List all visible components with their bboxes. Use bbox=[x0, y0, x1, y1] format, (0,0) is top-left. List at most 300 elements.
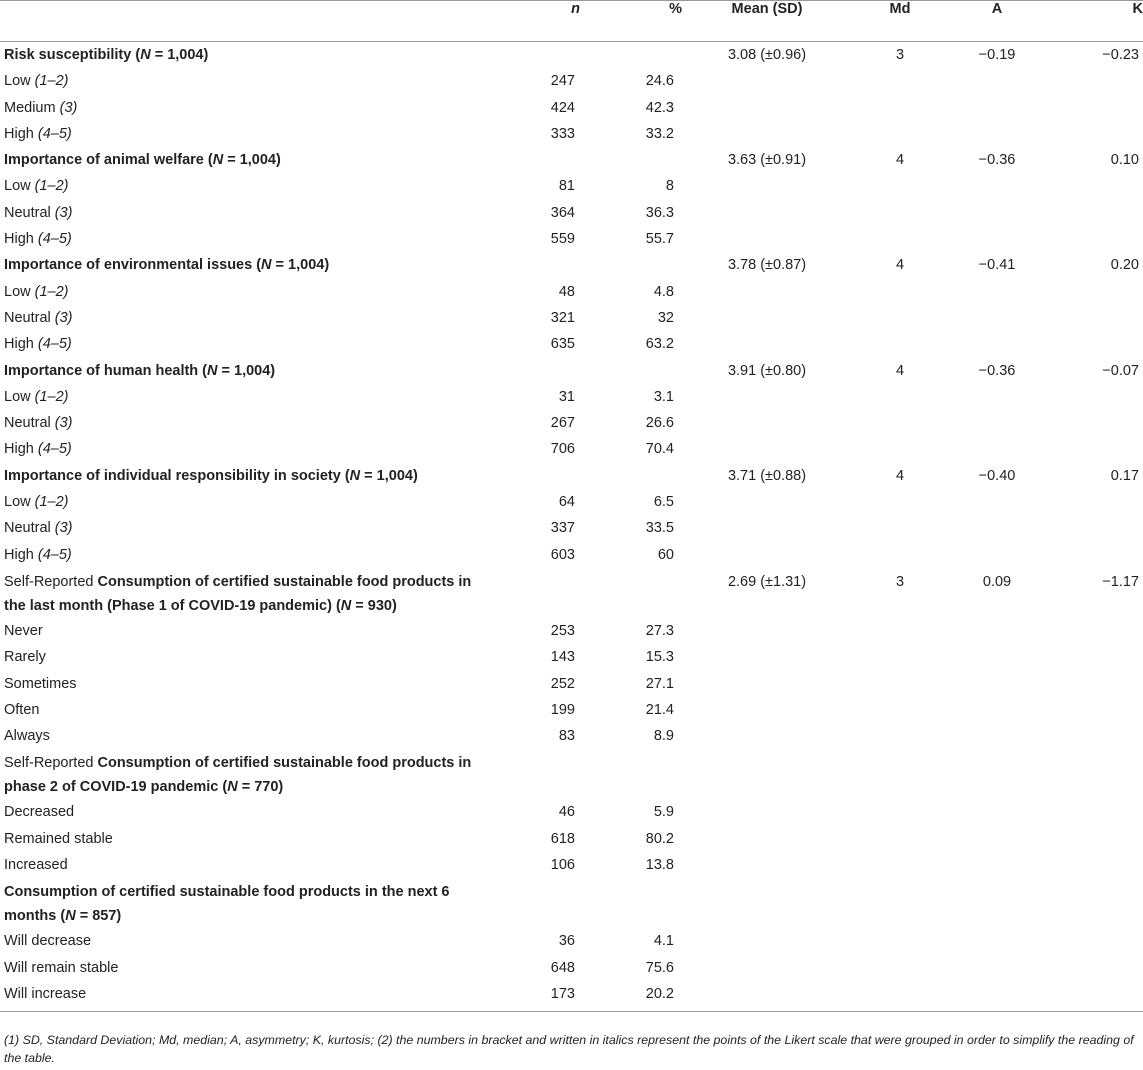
row-percent: 20.2 bbox=[580, 981, 682, 1012]
row-empty-cell bbox=[1046, 928, 1143, 954]
header-a: A bbox=[948, 1, 1046, 42]
section-title bbox=[0, 749, 494, 799]
section-row bbox=[0, 749, 1143, 799]
row-label-text: Rarely bbox=[4, 649, 46, 666]
row-empty-cell bbox=[682, 384, 852, 410]
section-median: 3 bbox=[895, 573, 905, 590]
table-row bbox=[0, 852, 1143, 878]
row-empty-cell bbox=[682, 279, 852, 305]
row-empty-cell bbox=[852, 226, 948, 252]
row-empty-cell bbox=[682, 671, 852, 697]
section-title bbox=[0, 147, 494, 173]
row-empty-cell bbox=[682, 644, 852, 670]
row-empty-cell bbox=[682, 121, 852, 147]
section-title-bold: Risk susceptibility ( bbox=[4, 47, 141, 63]
row-label-text: Decreased bbox=[4, 804, 75, 821]
row-n: 31 bbox=[558, 388, 575, 405]
row-empty-cell bbox=[852, 799, 948, 825]
row-n: 364 bbox=[550, 204, 575, 221]
row-empty-cell bbox=[852, 173, 948, 199]
row-percent: 36.3 bbox=[645, 204, 674, 221]
section-title-prefix: Self-Reported bbox=[4, 755, 98, 772]
row-empty-cell bbox=[852, 384, 948, 410]
row-label bbox=[0, 697, 494, 723]
table-row bbox=[0, 305, 1143, 331]
table-row bbox=[0, 826, 1143, 852]
row-label-text: Always bbox=[4, 728, 50, 745]
row-empty-cell bbox=[948, 173, 1046, 199]
row-label-text: Will increase bbox=[4, 985, 87, 1002]
row-label bbox=[0, 384, 494, 410]
row-empty-cell bbox=[682, 489, 852, 515]
section-title-n: N bbox=[65, 908, 76, 925]
row-empty-cell bbox=[1046, 515, 1143, 541]
row-label bbox=[0, 644, 494, 670]
section-title-count: = 770) bbox=[237, 779, 284, 796]
table-body bbox=[0, 42, 1143, 1012]
row-empty-cell bbox=[1046, 723, 1143, 749]
row-likert-scale: (1–2) bbox=[34, 283, 69, 300]
row-likert-scale: (1–2) bbox=[34, 494, 69, 511]
section-title-bold: Consumption of certified sustainable food products in the last month (Phase 1 of COVID-19 pandemic) ( bbox=[4, 573, 472, 614]
row-n: 81 bbox=[558, 178, 575, 195]
row-empty-cell bbox=[1046, 981, 1143, 1012]
section-median: 4 bbox=[895, 362, 905, 379]
row-likert-scale: (4–5) bbox=[37, 231, 72, 248]
row-likert-scale: (3) bbox=[54, 415, 73, 432]
section-mean-sd bbox=[682, 749, 852, 799]
section-mean-sd: 2.69 (±1.31) bbox=[727, 573, 807, 590]
row-empty-cell bbox=[682, 799, 852, 825]
row-n: 706 bbox=[550, 441, 575, 458]
row-empty-cell bbox=[852, 489, 948, 515]
section-title-n: N bbox=[227, 779, 238, 796]
row-empty-cell bbox=[1046, 121, 1143, 147]
row-percent: 33.2 bbox=[645, 125, 674, 142]
section-pct-empty bbox=[580, 878, 682, 928]
section-title-count: = 1,004) bbox=[150, 47, 209, 63]
section-pct-empty bbox=[580, 147, 682, 173]
row-empty-cell bbox=[948, 799, 1046, 825]
section-mean-sd: 3.63 (±0.91) bbox=[727, 152, 807, 169]
row-likert-scale: (4–5) bbox=[37, 125, 72, 142]
section-title-n: N bbox=[212, 152, 224, 169]
table-row bbox=[0, 697, 1143, 723]
row-empty-cell bbox=[948, 542, 1046, 568]
row-empty-cell bbox=[1046, 226, 1143, 252]
row-empty-cell bbox=[948, 723, 1046, 749]
section-pct-empty bbox=[580, 463, 682, 489]
section-kurtosis: 0.10 bbox=[1110, 152, 1139, 169]
row-label bbox=[0, 799, 494, 825]
row-empty-cell bbox=[1046, 200, 1143, 226]
row-empty-cell bbox=[948, 955, 1046, 981]
section-title-bold: Consumption of certified sustainable food products in the next 6 months ( bbox=[4, 884, 450, 925]
section-n-empty bbox=[494, 749, 580, 799]
row-empty-cell bbox=[852, 279, 948, 305]
section-asymmetry: −0.36 bbox=[978, 152, 1016, 169]
row-label bbox=[0, 955, 494, 981]
row-label bbox=[0, 515, 494, 541]
section-kurtosis: −0.23 bbox=[1102, 47, 1139, 63]
row-likert-scale: (3) bbox=[54, 309, 73, 326]
row-label bbox=[0, 852, 494, 878]
section-pct-empty bbox=[580, 568, 682, 618]
row-empty-cell bbox=[948, 436, 1046, 462]
row-empty-cell bbox=[1046, 384, 1143, 410]
row-empty-cell bbox=[682, 981, 852, 1012]
row-empty-cell bbox=[948, 618, 1046, 644]
row-n: 424 bbox=[550, 99, 575, 116]
row-percent: 32 bbox=[657, 309, 674, 326]
row-percent: 42.3 bbox=[645, 99, 674, 116]
row-empty-cell bbox=[682, 305, 852, 331]
section-row bbox=[0, 42, 1143, 69]
table-row bbox=[0, 95, 1143, 121]
row-empty-cell bbox=[948, 697, 1046, 723]
row-n: 83 bbox=[558, 728, 575, 745]
header-percent: % bbox=[580, 1, 682, 42]
row-empty-cell bbox=[948, 928, 1046, 954]
row-empty-cell bbox=[948, 68, 1046, 94]
row-n: 173 bbox=[494, 981, 580, 1012]
row-empty-cell bbox=[852, 671, 948, 697]
row-likert-scale: (4–5) bbox=[37, 441, 72, 458]
row-percent: 55.7 bbox=[645, 231, 674, 248]
section-n-empty bbox=[494, 568, 580, 618]
row-n: 48 bbox=[558, 283, 575, 300]
row-empty-cell bbox=[1046, 618, 1143, 644]
row-empty-cell bbox=[1046, 489, 1143, 515]
section-median bbox=[852, 749, 948, 799]
row-empty-cell bbox=[682, 723, 852, 749]
section-row bbox=[0, 463, 1143, 489]
row-percent: 27.1 bbox=[645, 675, 674, 692]
row-empty-cell bbox=[1046, 279, 1143, 305]
row-empty-cell bbox=[682, 410, 852, 436]
header-md: Md bbox=[852, 1, 948, 42]
row-label-text: Neutral bbox=[4, 204, 55, 221]
row-empty-cell bbox=[948, 644, 1046, 670]
table-header bbox=[0, 1, 1143, 42]
row-empty-cell bbox=[682, 928, 852, 954]
row-empty-cell bbox=[1046, 68, 1143, 94]
section-kurtosis: −1.17 bbox=[1102, 573, 1139, 590]
row-empty-cell bbox=[682, 955, 852, 981]
section-title-bold: Consumption of certified sustainable food products in phase 2 of COVID-19 pandemic ( bbox=[4, 755, 472, 796]
section-n-empty bbox=[494, 42, 580, 69]
section-asymmetry: 0.09 bbox=[982, 573, 1012, 590]
row-percent: 4.1 bbox=[653, 933, 674, 950]
row-label-text: Never bbox=[4, 622, 43, 639]
row-label bbox=[0, 542, 494, 568]
header-n: n bbox=[494, 1, 580, 42]
row-n: 648 bbox=[550, 959, 575, 976]
row-empty-cell bbox=[682, 515, 852, 541]
row-label bbox=[0, 671, 494, 697]
row-empty-cell bbox=[852, 410, 948, 436]
row-label-text: High bbox=[4, 336, 38, 353]
row-percent: 4.8 bbox=[653, 283, 674, 300]
table-row bbox=[0, 723, 1143, 749]
row-empty-cell bbox=[948, 981, 1046, 1012]
section-title bbox=[0, 463, 494, 489]
row-likert-scale: (3) bbox=[54, 520, 73, 537]
row-label bbox=[0, 928, 494, 954]
table-row bbox=[0, 542, 1143, 568]
section-mean-sd: 3.71 (±0.88) bbox=[727, 467, 807, 484]
row-likert-scale: (4–5) bbox=[37, 546, 72, 563]
row-label-text: Low bbox=[4, 494, 35, 511]
row-empty-cell bbox=[852, 955, 948, 981]
section-title-n: N bbox=[140, 47, 151, 63]
section-title-count: = 1,004) bbox=[223, 152, 281, 169]
row-empty-cell bbox=[1046, 95, 1143, 121]
section-asymmetry bbox=[948, 749, 1046, 799]
row-empty-cell bbox=[948, 515, 1046, 541]
row-label bbox=[0, 489, 494, 515]
row-label-text: Neutral bbox=[4, 520, 55, 537]
row-label-text: Increased bbox=[4, 857, 68, 874]
section-title-bold: Importance of individual responsibility in society ( bbox=[4, 467, 350, 484]
table-row bbox=[0, 384, 1143, 410]
row-empty-cell bbox=[948, 852, 1046, 878]
row-empty-cell bbox=[852, 200, 948, 226]
row-percent: 24.6 bbox=[645, 73, 674, 90]
header-mean-sd: Mean (SD) bbox=[682, 1, 852, 42]
row-label bbox=[0, 331, 494, 357]
section-title-count: = 1,004) bbox=[271, 257, 330, 274]
table-row bbox=[0, 173, 1143, 199]
row-empty-cell bbox=[682, 68, 852, 94]
table-row bbox=[0, 981, 1143, 1012]
row-label-text: Often bbox=[4, 701, 40, 718]
row-empty-cell bbox=[852, 95, 948, 121]
row-percent: 15.3 bbox=[645, 649, 674, 666]
row-n: 618 bbox=[550, 830, 575, 847]
row-n: 333 bbox=[550, 125, 575, 142]
row-percent: 6.5 bbox=[653, 494, 674, 511]
table-row bbox=[0, 489, 1143, 515]
table-row bbox=[0, 436, 1143, 462]
row-label-text: Will remain stable bbox=[4, 959, 119, 976]
section-title bbox=[0, 252, 494, 278]
table-row bbox=[0, 955, 1143, 981]
row-n: 337 bbox=[550, 520, 575, 537]
row-likert-scale: (1–2) bbox=[34, 388, 69, 405]
section-row bbox=[0, 568, 1143, 618]
row-empty-cell bbox=[948, 305, 1046, 331]
row-label bbox=[0, 200, 494, 226]
row-n: 36 bbox=[558, 933, 575, 950]
row-empty-cell bbox=[1046, 331, 1143, 357]
row-label bbox=[0, 95, 494, 121]
section-mean-sd bbox=[682, 878, 852, 928]
table-row bbox=[0, 618, 1143, 644]
section-mean-sd: 3.78 (±0.87) bbox=[727, 257, 807, 274]
section-title-n: N bbox=[349, 467, 361, 484]
row-label bbox=[0, 410, 494, 436]
row-label-text: Neutral bbox=[4, 415, 55, 432]
row-likert-scale: (1–2) bbox=[34, 73, 69, 90]
row-percent: 80.2 bbox=[645, 830, 674, 847]
section-title-n: N bbox=[340, 597, 352, 614]
row-percent: 75.6 bbox=[645, 959, 674, 976]
section-pct-empty bbox=[580, 749, 682, 799]
row-label bbox=[0, 305, 494, 331]
row-empty-cell bbox=[682, 200, 852, 226]
row-label-text: Medium bbox=[4, 99, 60, 116]
row-empty-cell bbox=[852, 305, 948, 331]
section-title-count: = 857) bbox=[75, 908, 122, 925]
table-row bbox=[0, 671, 1143, 697]
row-empty-cell bbox=[852, 697, 948, 723]
row-empty-cell bbox=[948, 200, 1046, 226]
row-empty-cell bbox=[852, 928, 948, 954]
row-empty-cell bbox=[1046, 410, 1143, 436]
row-n: 64 bbox=[558, 494, 575, 511]
section-pct-empty bbox=[580, 358, 682, 384]
section-title-n: N bbox=[261, 257, 272, 274]
section-asymmetry: −0.40 bbox=[978, 467, 1016, 484]
section-asymmetry: −0.36 bbox=[978, 362, 1016, 379]
table-row bbox=[0, 515, 1143, 541]
row-empty-cell bbox=[948, 384, 1046, 410]
row-likert-scale: (4–5) bbox=[37, 336, 72, 353]
row-label-text: High bbox=[4, 441, 38, 458]
section-n-empty bbox=[494, 252, 580, 278]
row-n: 199 bbox=[550, 701, 575, 718]
row-n: 252 bbox=[550, 675, 575, 692]
section-row bbox=[0, 358, 1143, 384]
section-kurtosis: 0.17 bbox=[1110, 467, 1139, 484]
row-empty-cell bbox=[682, 542, 852, 568]
table-row bbox=[0, 799, 1143, 825]
row-label-text: Will decrease bbox=[4, 933, 92, 950]
row-likert-scale: (3) bbox=[59, 99, 78, 116]
row-empty-cell bbox=[682, 618, 852, 644]
table-row bbox=[0, 121, 1143, 147]
table-row bbox=[0, 68, 1143, 94]
section-pct-empty bbox=[580, 252, 682, 278]
section-row bbox=[0, 147, 1143, 173]
section-title bbox=[0, 42, 494, 69]
row-percent: 70.4 bbox=[645, 441, 674, 458]
header-label bbox=[0, 1, 494, 42]
row-empty-cell bbox=[852, 852, 948, 878]
table-row bbox=[0, 644, 1143, 670]
row-label bbox=[0, 723, 494, 749]
row-empty-cell bbox=[682, 226, 852, 252]
row-label-text: Low bbox=[4, 388, 35, 405]
row-percent: 8 bbox=[665, 178, 674, 195]
row-label bbox=[0, 173, 494, 199]
section-title bbox=[0, 878, 494, 928]
section-n-empty bbox=[494, 878, 580, 928]
row-empty-cell bbox=[1046, 542, 1143, 568]
section-median: 4 bbox=[895, 467, 905, 484]
row-empty-cell bbox=[852, 644, 948, 670]
row-empty-cell bbox=[948, 826, 1046, 852]
row-empty-cell bbox=[852, 331, 948, 357]
table-row bbox=[0, 226, 1143, 252]
row-label bbox=[0, 436, 494, 462]
row-empty-cell bbox=[682, 697, 852, 723]
section-title-bold: Importance of environmental issues ( bbox=[4, 257, 262, 274]
row-percent: 5.9 bbox=[653, 804, 674, 821]
row-label bbox=[0, 226, 494, 252]
row-empty-cell bbox=[852, 542, 948, 568]
table-row bbox=[0, 200, 1143, 226]
row-label bbox=[0, 279, 494, 305]
row-percent: 26.6 bbox=[645, 415, 674, 432]
row-label-text: Low bbox=[4, 178, 35, 195]
row-label bbox=[0, 121, 494, 147]
section-median: 4 bbox=[895, 257, 905, 274]
row-empty-cell bbox=[948, 410, 1046, 436]
row-n: 603 bbox=[550, 546, 575, 563]
row-n: 321 bbox=[550, 309, 575, 326]
row-empty-cell bbox=[682, 852, 852, 878]
row-empty-cell bbox=[1046, 173, 1143, 199]
row-n: 253 bbox=[550, 622, 575, 639]
section-title-count: = 1,004) bbox=[360, 467, 418, 484]
row-label bbox=[0, 826, 494, 852]
row-empty-cell bbox=[948, 95, 1046, 121]
row-likert-scale: (3) bbox=[54, 204, 73, 221]
row-empty-cell bbox=[948, 279, 1046, 305]
row-empty-cell bbox=[852, 826, 948, 852]
row-percent: 8.9 bbox=[653, 728, 674, 745]
table-row bbox=[0, 331, 1143, 357]
row-empty-cell bbox=[1046, 799, 1143, 825]
row-likert-scale: (1–2) bbox=[34, 178, 69, 195]
section-title-bold: Importance of animal welfare ( bbox=[4, 152, 213, 169]
table-row bbox=[0, 410, 1143, 436]
row-empty-cell bbox=[948, 671, 1046, 697]
row-percent: 63.2 bbox=[645, 336, 674, 353]
section-row bbox=[0, 252, 1143, 278]
section-n-empty bbox=[494, 358, 580, 384]
row-percent: 13.8 bbox=[645, 857, 674, 874]
row-empty-cell bbox=[1046, 697, 1143, 723]
row-percent: 27.3 bbox=[645, 622, 674, 639]
section-kurtosis: −0.07 bbox=[1102, 362, 1139, 379]
table-row bbox=[0, 279, 1143, 305]
row-percent: 21.4 bbox=[645, 701, 674, 718]
section-kurtosis: 0.20 bbox=[1110, 257, 1139, 274]
row-n: 143 bbox=[550, 649, 575, 666]
row-empty-cell bbox=[948, 331, 1046, 357]
section-row bbox=[0, 878, 1143, 928]
section-asymmetry: −0.41 bbox=[978, 257, 1016, 274]
section-kurtosis bbox=[1046, 749, 1143, 799]
row-percent: 33.5 bbox=[645, 520, 674, 537]
section-asymmetry bbox=[948, 878, 1046, 928]
row-empty-cell bbox=[1046, 826, 1143, 852]
row-empty-cell bbox=[852, 436, 948, 462]
row-empty-cell bbox=[1046, 644, 1143, 670]
row-n: 46 bbox=[558, 804, 575, 821]
row-empty-cell bbox=[682, 436, 852, 462]
row-empty-cell bbox=[852, 981, 948, 1012]
row-empty-cell bbox=[852, 121, 948, 147]
section-title-bold: Importance of human health ( bbox=[4, 362, 208, 379]
section-title-count: = 1,004) bbox=[217, 362, 276, 379]
section-median: 3 bbox=[895, 47, 905, 63]
section-title bbox=[0, 568, 494, 618]
row-percent: 60 bbox=[657, 546, 674, 563]
